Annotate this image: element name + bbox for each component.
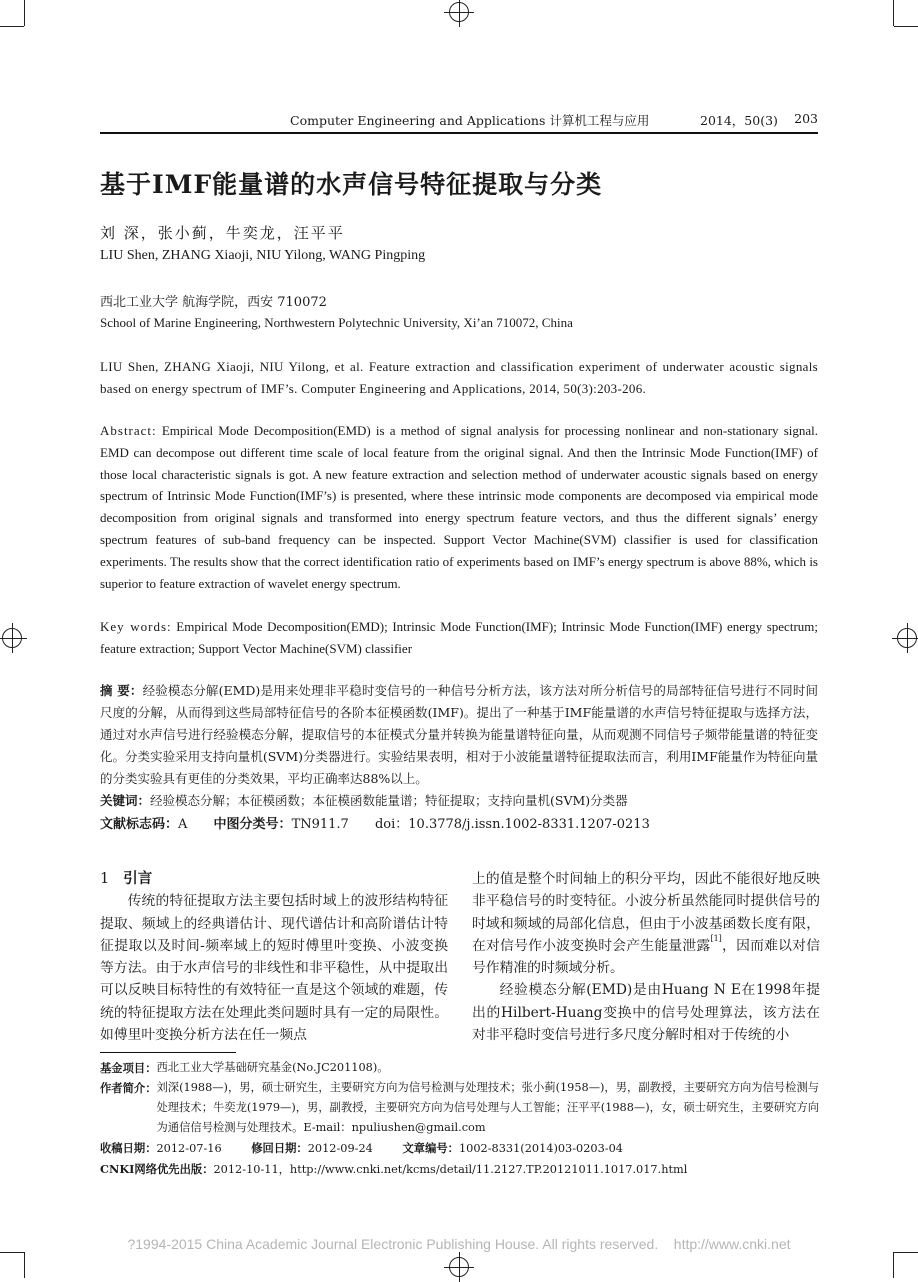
body-column-left	[100, 868, 448, 1046]
chinese-abstract	[100, 680, 818, 790]
affiliation-chinese: 西北工业大学 航海学院，西安 710072	[100, 295, 327, 310]
revised-date	[251, 1142, 373, 1155]
article-title: 基于IMF能量谱的水声信号特征提取与分类	[100, 170, 603, 199]
document-code-label: 文献标志码：	[100, 817, 179, 832]
affiliation-english: School of Marine Engineering, Northwestern Polytechnic University, Xi’an 710072, China	[100, 315, 573, 330]
received-date	[100, 1142, 222, 1155]
fund-note	[100, 1058, 820, 1078]
article-number-value: 1002-8331(2014)03-0203-04	[458, 1142, 623, 1155]
chinese-abstract-block	[100, 680, 818, 812]
paragraph-text: ，因而难以对信号作精准的时频域分析。	[472, 937, 821, 977]
abstract-label: Abstract:	[100, 423, 157, 438]
received-value: 2012-07-16	[156, 1142, 222, 1155]
crop-mark	[893, 1252, 894, 1278]
registration-mark-icon	[449, 2, 469, 22]
crop-mark	[24, 0, 25, 26]
keywords-label: Key words:	[100, 619, 172, 634]
section-number: 1	[100, 871, 110, 887]
section-title: 引言	[123, 870, 153, 887]
registration-mark-icon	[2, 628, 22, 648]
crop-mark	[0, 26, 24, 27]
chinese-keywords-text: 经验模态分解；本征模函数；本征模函数能量谱；特征提取；支持向量机(SVM)分类器	[150, 793, 628, 808]
crop-mark	[893, 0, 894, 26]
chinese-abstract-text: 经验模态分解(EMD)是用来处理非平稳时变信号的一种信号分析方法，该方法对所分析信号的局部特征信号进行不同时间尺度的分解，从而得到这些局部特征信号的各阶本征模函数(IMF)。提出了一种基于IMF能量谱的水声信号特征提取与选择方法，通过对水声信号进行经验模态分解，提取信号的本征模式分量并转换为能量谱特征向量，从而观测不同信号子频带能量谱的特征变化。分类实验采用支持向量机(SVM)分类器进行。实验结果表明，相对于小波能量谱特征提取法而言，利用IMF能量作为特征向量的分类实验具有更佳的分类效果，平均正确率达88%以上。	[100, 683, 819, 786]
journal-name: Computer Engineering and Applications 计算机工程与应用	[290, 113, 650, 128]
crop-mark	[24, 1252, 25, 1278]
authors-english: LIU Shen, ZHANG Xiaoji, NIU Yilong, WANG Pingping	[100, 248, 426, 263]
body-paragraph: 经验模态分解(EMD)是由Huang N E在1998年提出的Hilbert-Huang变换中的信号处理算法，该方法在对非平稳时变信号进行多尺度分解时相对于传统的小	[472, 982, 820, 1044]
classification-codes	[100, 813, 672, 832]
clc-value: TN911.7	[291, 817, 349, 832]
document-code-value: A	[178, 817, 188, 832]
online-label: CNKI网络优先出版：	[100, 1162, 214, 1176]
english-keywords	[100, 616, 818, 660]
body-paragraph	[472, 868, 820, 979]
article-number	[402, 1142, 623, 1155]
english-abstract	[100, 420, 818, 594]
dates-note	[100, 1138, 820, 1159]
header-rule	[100, 132, 818, 134]
body-paragraph: 传统的特征提取方法主要包括时域上的波形结构特征提取、频域上的经典谱估计、现代谱估计和高阶谱估计特征提取以及时间-频率域上的短时傅里叶变换、小波变换等方法。由于水声信号的非线性和非平稳性，从中提取出可以反映目标特性的有效特征一直是这个领域的难题，传统的特征提取方法在处理此类问题时具有一定的局限性。如傅里叶变换分析方法在任一频点	[100, 893, 448, 1044]
clc-code	[214, 817, 349, 832]
bio-text: 刘深(1988—)，男，硕士研究生，主要研究方向为信号检测与处理技术；张小蓟(1958—)，男，副教授，主要研究方向为信号检测与处理技术；牛奕龙(1979—)，男，副教授，主要研究方向为信号处理与人工智能；汪平平(1988—)，女，硕士研究生，主要研究方向为通信信号检测与处理技术。E-mail：npuliushen@gmail.com	[156, 1081, 820, 1134]
registration-mark-icon	[449, 1257, 469, 1277]
citation: LIU Shen, ZHANG Xiaoji, NIU Yilong, et al. Feature extraction and classification experiment of underwater acoustic signals based on energy spectrum of IMF’s. Computer Engineering and Applications, 2014, 50(3):203-206.	[100, 359, 818, 396]
author-bio-note	[100, 1078, 820, 1138]
page-number: 203	[794, 111, 818, 126]
footnotes	[100, 1058, 820, 1180]
online-text[interactable]: 2012-10-11，http://www.cnki.net/kcms/detail/11.2127.TP.20121011.1017.017.html	[213, 1163, 688, 1176]
registration-mark-icon	[897, 628, 917, 648]
document-code	[100, 817, 187, 832]
fund-text: 西北工业大学基础研究基金(No.JC201108)。	[156, 1061, 389, 1074]
abstract-text: Empirical Mode Decomposition(EMD) is a method of signal analysis for processing nonlinear and non-stationary signal. EMD can decompose out different time scale of local feature from the original signal. And then the Intrinsic Mode Function(IMF) of those local characteristic signals is got. A new feature extraction and selection method of underwater acoustic signals based on energy spectrum of Intrinsic Mode Function(IMF’s) is presented, where these intrinsic mode components are decomposed via empirical mode decomposition from original signals and transformed into energy spectrum feature vectors, and thus the different signals’ energy spectrum features of sub-band frequency can be inspected. Support Vector Machine(SVM) classifier is used for classification experiments. The results show that the correct identification ratio of experiments based on IMF’s energy spectrum is above 88%, which is superior to feature extraction of wavelet energy spectrum.	[100, 423, 818, 591]
chinese-keywords-label: 关键词：	[100, 793, 151, 808]
body-column-right	[472, 868, 820, 1046]
article-number-label: 文章编号：	[402, 1141, 459, 1155]
footnote-rule	[100, 1052, 236, 1053]
fund-label: 基金项目：	[100, 1061, 157, 1075]
running-header	[100, 111, 818, 131]
paragraph-text: 上的值是整个时间轴上的积分平均，因此不能很好地反映非平稳信号的时变特征。小波分析虽然能同时提供信号的时域和频域的局部化信息，但由于小波基函数长度有限，在对信号作小波变换时会产生能量泄露	[472, 871, 820, 954]
bio-label: 作者简介：	[100, 1081, 157, 1095]
revised-value: 2012-09-24	[307, 1142, 373, 1155]
section-heading	[100, 868, 448, 890]
revised-label: 修回日期：	[251, 1141, 308, 1155]
copyright-watermark: ?1994-2015 China Academic Journal Electronic Publishing House. All rights reserved. http://www.cnki.net	[127, 1236, 791, 1252]
chinese-abstract-label: 摘 要：	[100, 683, 143, 698]
authors-chinese: 刘 深，张小蓟，牛奕龙，汪平平	[100, 224, 345, 242]
crop-mark	[894, 1252, 918, 1253]
crop-mark	[894, 26, 918, 27]
received-label: 收稿日期：	[100, 1141, 157, 1155]
reference-marker[interactable]: [1]	[710, 933, 722, 943]
doi: doi：10.3778/j.issn.1002-8331.1207-0213	[374, 817, 650, 832]
crop-mark	[0, 1252, 24, 1253]
clc-label: 中图分类号：	[213, 817, 292, 832]
online-first-note	[100, 1159, 820, 1180]
chinese-keywords	[100, 790, 818, 812]
issue-info: 2014，50(3)	[700, 113, 778, 128]
keywords-text: Empirical Mode Decomposition(EMD); Intrinsic Mode Function(IMF); Intrinsic Mode Function(IMF) energy spectrum; feature extraction; Support Vector Machine(SVM) classifier	[100, 619, 818, 656]
